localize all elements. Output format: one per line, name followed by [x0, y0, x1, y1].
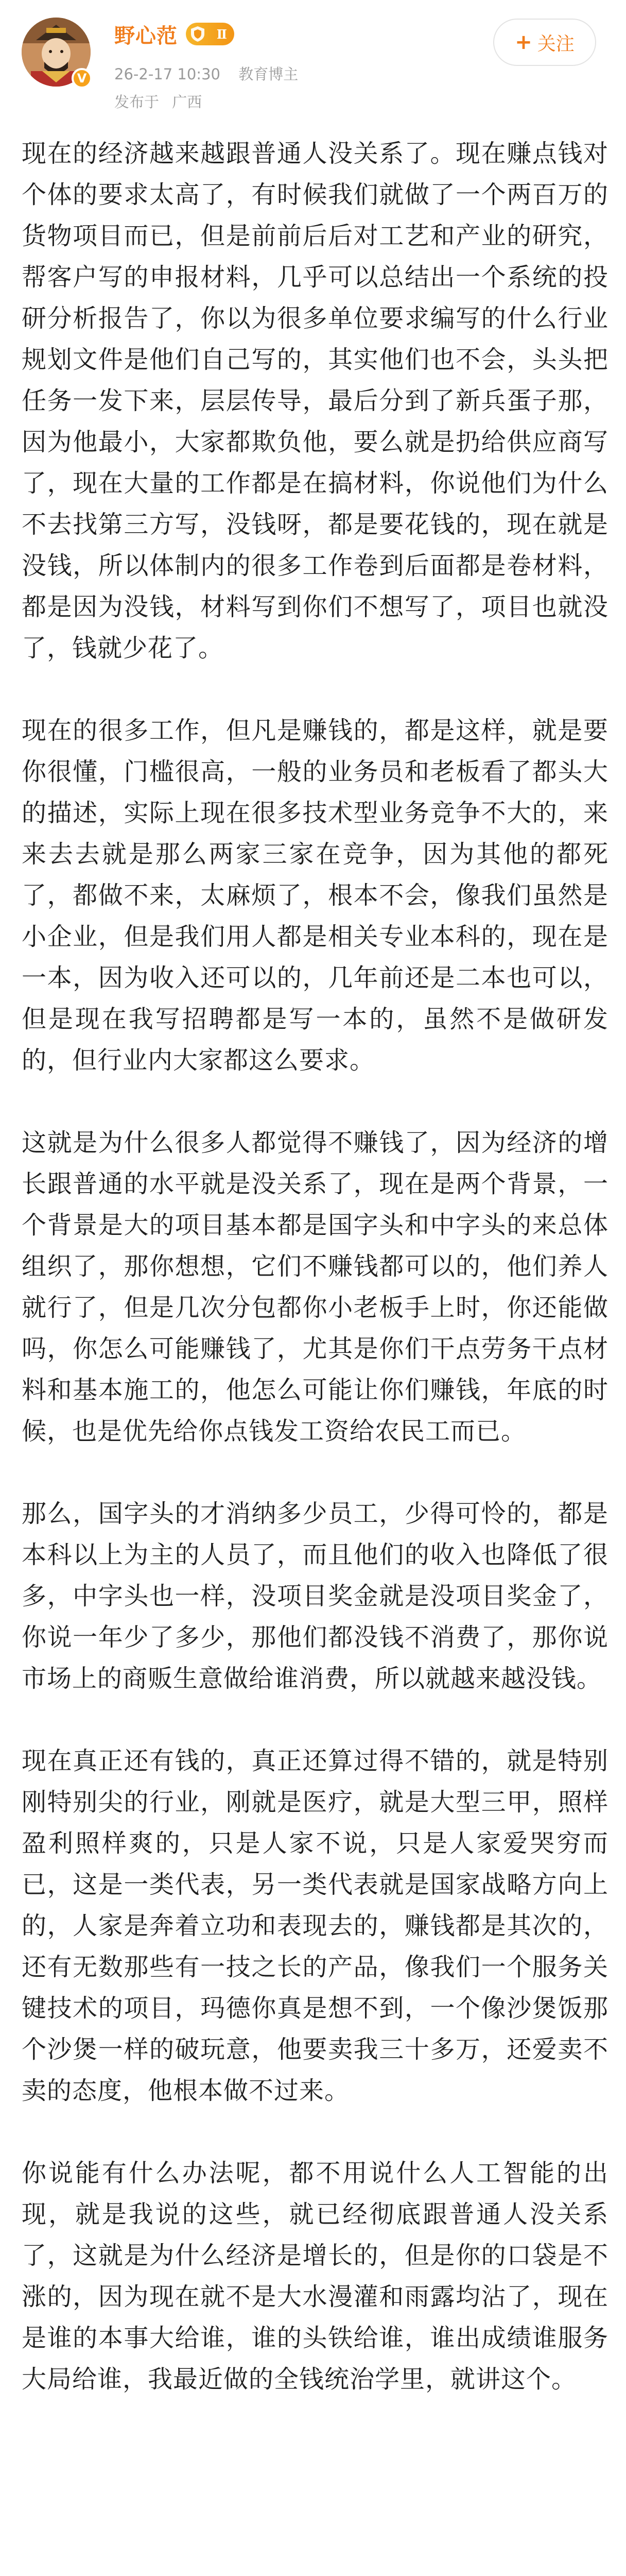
follow-label: 关注	[537, 33, 575, 55]
author-tag: 教育博主	[238, 65, 299, 83]
author-name[interactable]: 野心范	[114, 24, 178, 48]
follow-button[interactable]	[493, 19, 596, 66]
level-text: Ⅱ	[216, 26, 227, 42]
plus-icon: +	[515, 30, 532, 54]
location-value: 广西	[172, 93, 202, 111]
shield-icon	[189, 25, 206, 43]
post-meta	[114, 63, 298, 84]
location-prefix: 发布于	[114, 93, 160, 111]
post-paragraph: 这就是为什么很多人都觉得不赚钱了，因为经济的增长跟普通的水平就是没关系了，现在是两个背景，一个背景是大的项目基本都是国字头和中字头的来总体组织了，那你想想，它们不赚钱都可以的，他们养人就行了，但是几次分包都你小老板手上时，你还能做吗，你怎么可能赚钱了，尤其是你们干点劳务干点材料和基本施工的，他怎么可能让你们赚钱，年底的时候，也是优先给你点钱发工资给农民工而已。	[22, 1128, 608, 1446]
author-row	[114, 18, 234, 50]
level-badge-icon	[186, 23, 234, 45]
post-paragraph: 现在的很多工作，但凡是赚钱的，都是这样，就是要你很懂，门槛很高，一般的业务员和老板看了都头大的描述，实际上现在很多技术型业务竞争不大的，来来去去就是那么两家三家在竞争，因为其他的都死了，都做不来，太麻烦了，根本不会，像我们虽然是小企业，但是我们用人都是相关专业本科的，现在是一本，因为收入还可以的，几年前还是二本也可以，但是现在我写招聘都是写一本的，虽然不是做研发的，但行业内大家都这么要求。	[22, 716, 608, 1075]
post-location	[114, 91, 202, 112]
post-paragraph: 现在真正还有钱的，真正还算过得不错的，就是特别刚特别尖的行业，刚就是医疗，就是大型三甲，照样盈利照样爽的，只是人家不说，只是人家爱哭穷而已，这是一类代表，另一类代表就是国家战略方向上的，人家是奔着立功和表现去的，赚钱都是其次的，还有无数那些有一技之长的产品，像我们一个服务关键技术的项目，玛德你真是想不到，一个像沙煲饭那个沙煲一样的破玩意，他要卖我三十多万，还爱卖不卖的态度，他根本做不过来。	[22, 1747, 608, 2105]
verified-badge-icon: V	[72, 68, 92, 89]
post-paragraph: 现在的经济越来越跟普通人没关系了。现在赚点钱对个体的要求太高了，有时候我们就做了一个两百万的货物项目而已，但是前前后后对工艺和产业的研究，帮客户写的申报材料，几乎可以总结出一个系统的投研分析报告了，你以为很多单位要求编写的什么行业规划文件是他们自己写的，其实他们也不会，头头把任务一发下来，层层传导，最后分到了新兵蛋子那，因为他最小，大家都欺负他，要么就是扔给供应商写了，现在大量的工作都是在搞材料，你说他们为什么不去找第三方写，没钱呀，都是要花钱的，现在就是没钱，所以体制内的很多工作卷到后面都是卷材料，都是因为没钱，材料写到你们不想写了，项目也就没了，钱就少花了。	[22, 139, 608, 663]
post-paragraph: 那么，国字头的才消纳多少员工，少得可怜的，都是本科以上为主的人员了，而且他们的收入也降低了很多，中字头也一样，没项目奖金就是没项目奖金了，你说一年少了多少，那他们都没钱不消费了，那你说市场上的商贩生意做给谁消费，所以就越来越没钱。	[22, 1499, 608, 1693]
post-content	[22, 133, 608, 2400]
post-time: 26-2-17 10:30	[114, 65, 220, 83]
post-header	[0, 0, 626, 129]
post-paragraph: 你说能有什么办法呢，都不用说什么人工智能的出现，就是我说的这些，就已经彻底跟普通人没关系了，这就是为什么经济是增长的，但是你的口袋是不涨的，因为现在就不是大水漫灌和雨露均沾了，现在是谁的本事大给谁，谁的头铁给谁，谁出成绩谁服务大局给谁，我最近做的全钱统治学里，就讲这个。	[22, 2159, 608, 2394]
